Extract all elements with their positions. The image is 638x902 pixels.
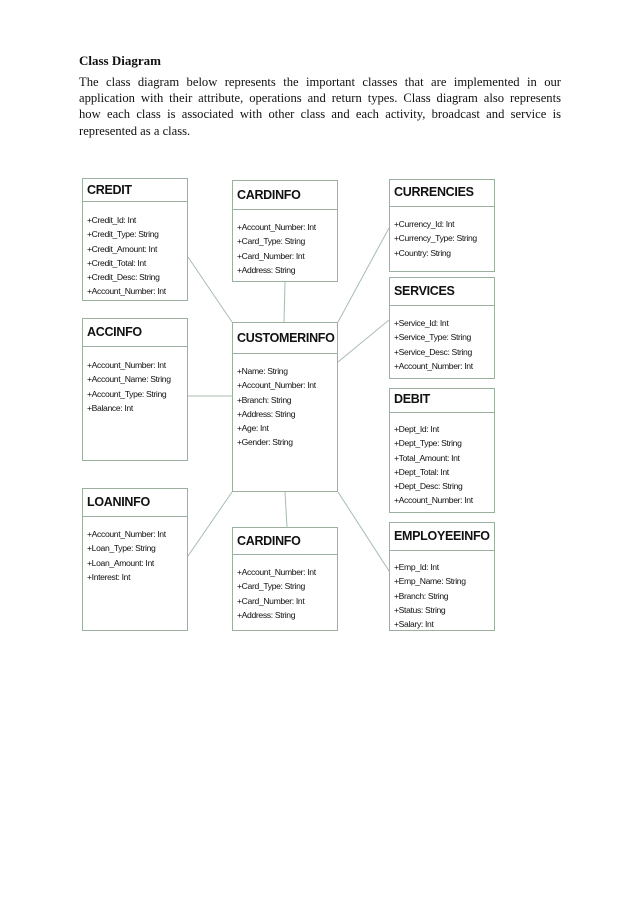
class-attribute: +Card_Type: String [237, 236, 305, 247]
class-attribute: +Branch: String [237, 394, 292, 405]
association-services-customerinfo [338, 320, 389, 362]
association-customerinfo-employeeinfo [338, 492, 391, 574]
class-attributes [83, 517, 187, 584]
class-attribute: +Salary: Int [394, 619, 434, 630]
class-attribute: +Service_Id: Int [394, 318, 449, 328]
association-loaninfo-customerinfo [188, 492, 232, 556]
class-attribute: +Dept_Total: Int [394, 466, 449, 477]
class-attributes [83, 347, 187, 415]
class-attribute: +Account_Number: Int [394, 495, 473, 506]
association-currencies-customerinfo [338, 228, 389, 322]
class-cardinfo-top [232, 180, 338, 282]
class-services [389, 277, 495, 379]
class-name: DEBIT [390, 389, 494, 413]
paragraph-line: represented as a class. [79, 123, 191, 138]
class-name: EMPLOYEEINFO [390, 523, 494, 551]
class-customerinfo [232, 322, 338, 492]
class-attribute: +Credit_Amount: Int [87, 243, 158, 254]
class-attribute: +Account_Name: String [87, 374, 171, 385]
paragraph-line: how each class is associated with other class and each activity, broadcast and service is [79, 107, 561, 122]
class-attribute: +Branch: String [394, 590, 449, 601]
section-heading: Class Diagram [79, 53, 161, 68]
class-attribute: +Interest: Int [87, 571, 131, 582]
class-attributes [233, 210, 337, 277]
class-attribute: +Service_Type: String [394, 332, 471, 343]
class-attribute: +Service_Desc: String [394, 346, 472, 357]
class-attribute: +Card_Number: Int [237, 595, 305, 606]
class-attribute: +Credit_Id: Int [87, 215, 136, 225]
class-attribute: +Account_Number: Int [87, 360, 166, 370]
class-attribute: +Account_Number: Int [237, 567, 316, 577]
association-cardinfo-customerinfo [284, 282, 285, 322]
class-attribute: +Account_Number: Int [87, 529, 166, 539]
class-currencies [389, 179, 495, 272]
paragraph-line: The class diagram below represents the important classes that are implemented in our [79, 75, 561, 89]
class-attribute: +Credit_Total: Int [87, 257, 146, 268]
paragraph-line: application with their attribute, operations and return types. Class diagram also represents [79, 91, 561, 106]
class-attribute: +Name: String [237, 366, 288, 376]
class-attribute: +Balance: Int [87, 402, 133, 413]
class-employeeinfo [389, 522, 495, 631]
class-name: CARDINFO [233, 181, 337, 210]
class-name: LOANINFO [83, 489, 187, 517]
class-attribute: +Emp_Name: String [394, 576, 466, 587]
class-attribute: +Address: String [237, 408, 296, 419]
class-attribute: +Age: Int [237, 423, 269, 434]
class-attribute: +Card_Type: String [237, 581, 305, 592]
class-name: CARDINFO [233, 528, 337, 555]
class-attribute: +Dept_Desc: String [394, 481, 463, 492]
class-attributes [390, 413, 494, 508]
class-attributes [390, 207, 494, 260]
class-attributes [83, 202, 187, 299]
class-attribute: +Credit_Type: String [87, 229, 159, 240]
class-attributes [233, 354, 337, 450]
class-accinfo [82, 318, 188, 461]
class-attribute: +Emp_Id: Int [394, 562, 439, 572]
class-attribute: +Credit_Desc: String [87, 272, 160, 283]
class-attribute: +Gender: String [237, 437, 293, 448]
class-attribute: +Loan_Type: String [87, 543, 156, 554]
class-attribute: +Country: String [394, 247, 451, 258]
class-attribute: +Currency_Id: Int [394, 219, 455, 229]
class-attribute: +Total_Amount: Int [394, 452, 460, 463]
class-name: SERVICES [390, 278, 494, 306]
class-attribute: +Dept_Type: String [394, 438, 462, 449]
class-name: CREDIT [83, 179, 187, 202]
class-attribute: +Currency_Type: String [394, 233, 477, 244]
class-name: CURRENCIES [390, 180, 494, 207]
class-attribute: +Dept_Id: Int [394, 424, 439, 434]
association-customerinfo-cardinfo [285, 492, 287, 527]
class-attribute: +Card_Number: Int [237, 250, 305, 261]
class-name: CUSTOMERINFO [233, 323, 337, 354]
class-name: ACCINFO [83, 319, 187, 347]
class-attribute: +Account_Number: Int [394, 360, 473, 371]
class-attributes [233, 555, 337, 622]
class-debit [389, 388, 495, 513]
class-attribute: +Account_Number: Int [87, 286, 166, 297]
class-attribute: +Loan_Amount: Int [87, 557, 154, 568]
class-attribute: +Account_Type: String [87, 388, 167, 399]
class-attribute: +Address: String [237, 609, 296, 620]
association-credit-customerinfo [188, 257, 232, 322]
class-attributes [390, 306, 494, 373]
class-attribute: +Account_Number: Int [237, 380, 316, 391]
class-attribute: +Account_Number: Int [237, 222, 316, 232]
class-credit [82, 178, 188, 301]
class-cardinfo-bottom [232, 527, 338, 631]
class-attribute: +Address: String [237, 264, 296, 275]
class-attributes [390, 551, 494, 631]
class-attribute: +Status: String [394, 604, 446, 615]
class-loaninfo [82, 488, 188, 631]
